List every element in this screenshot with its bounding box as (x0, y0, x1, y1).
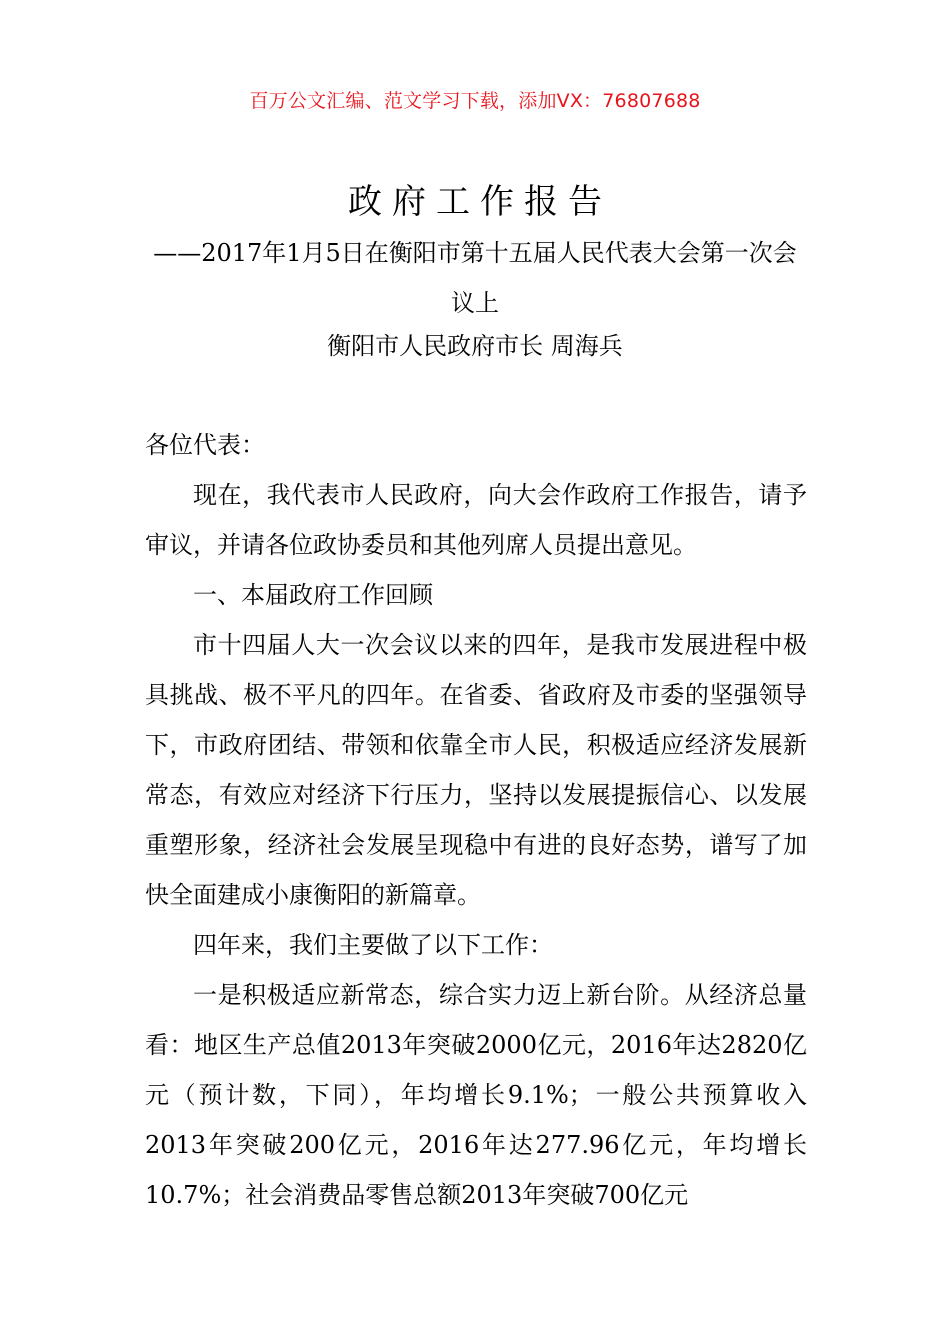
salutation: 各位代表： (145, 431, 265, 459)
section-heading: 一、本届政府工作回顾 (193, 581, 433, 609)
document-body (145, 420, 807, 1220)
watermark-banner: 百万公文汇编、范文学习下载，添加VX：76807688 (249, 90, 701, 112)
paragraph-intro: 四年来，我们主要做了以下工作： (193, 931, 553, 959)
document-title: 政府工作报告 (348, 182, 612, 222)
speaker-line: 衡阳市人民政府市长 周海兵 (327, 332, 623, 360)
paragraph-review: 市十四届人大一次会议以来的四年，是我市发展进程中极具挑战、极不平凡的四年。在省委、省政府及市委的坚强领导下，市政府团结、带领和依靠全市人民，积极适应经济发展新常态，有效应对经济下行压力，坚持以发展提振信心、以发展重塑形象，经济社会发展呈现稳中有进的良好态势，谱写了加快全面建成小康衡阳的新篇章。 (145, 631, 807, 909)
paragraph-economy: 一是积极适应新常态，综合实力迈上新台阶。从经济总量看：地区生产总值2013年突破2000亿元，2016年达2820亿元（预计数，下同），年均增长9.1%；一般公共预算收入2013年突破200亿元，2016年达277.96亿元，年均增长10.7%；社会消费品零售总额2013年突破700亿元 (145, 981, 807, 1209)
paragraph-opening: 现在，我代表市人民政府，向大会作政府工作报告，请予审议，并请各位政协委员和其他列席人员提出意见。 (145, 481, 807, 559)
document-subtitle: ——2017年1月5日在衡阳市第十五届人民代表大会第一次会议上 (153, 239, 797, 317)
